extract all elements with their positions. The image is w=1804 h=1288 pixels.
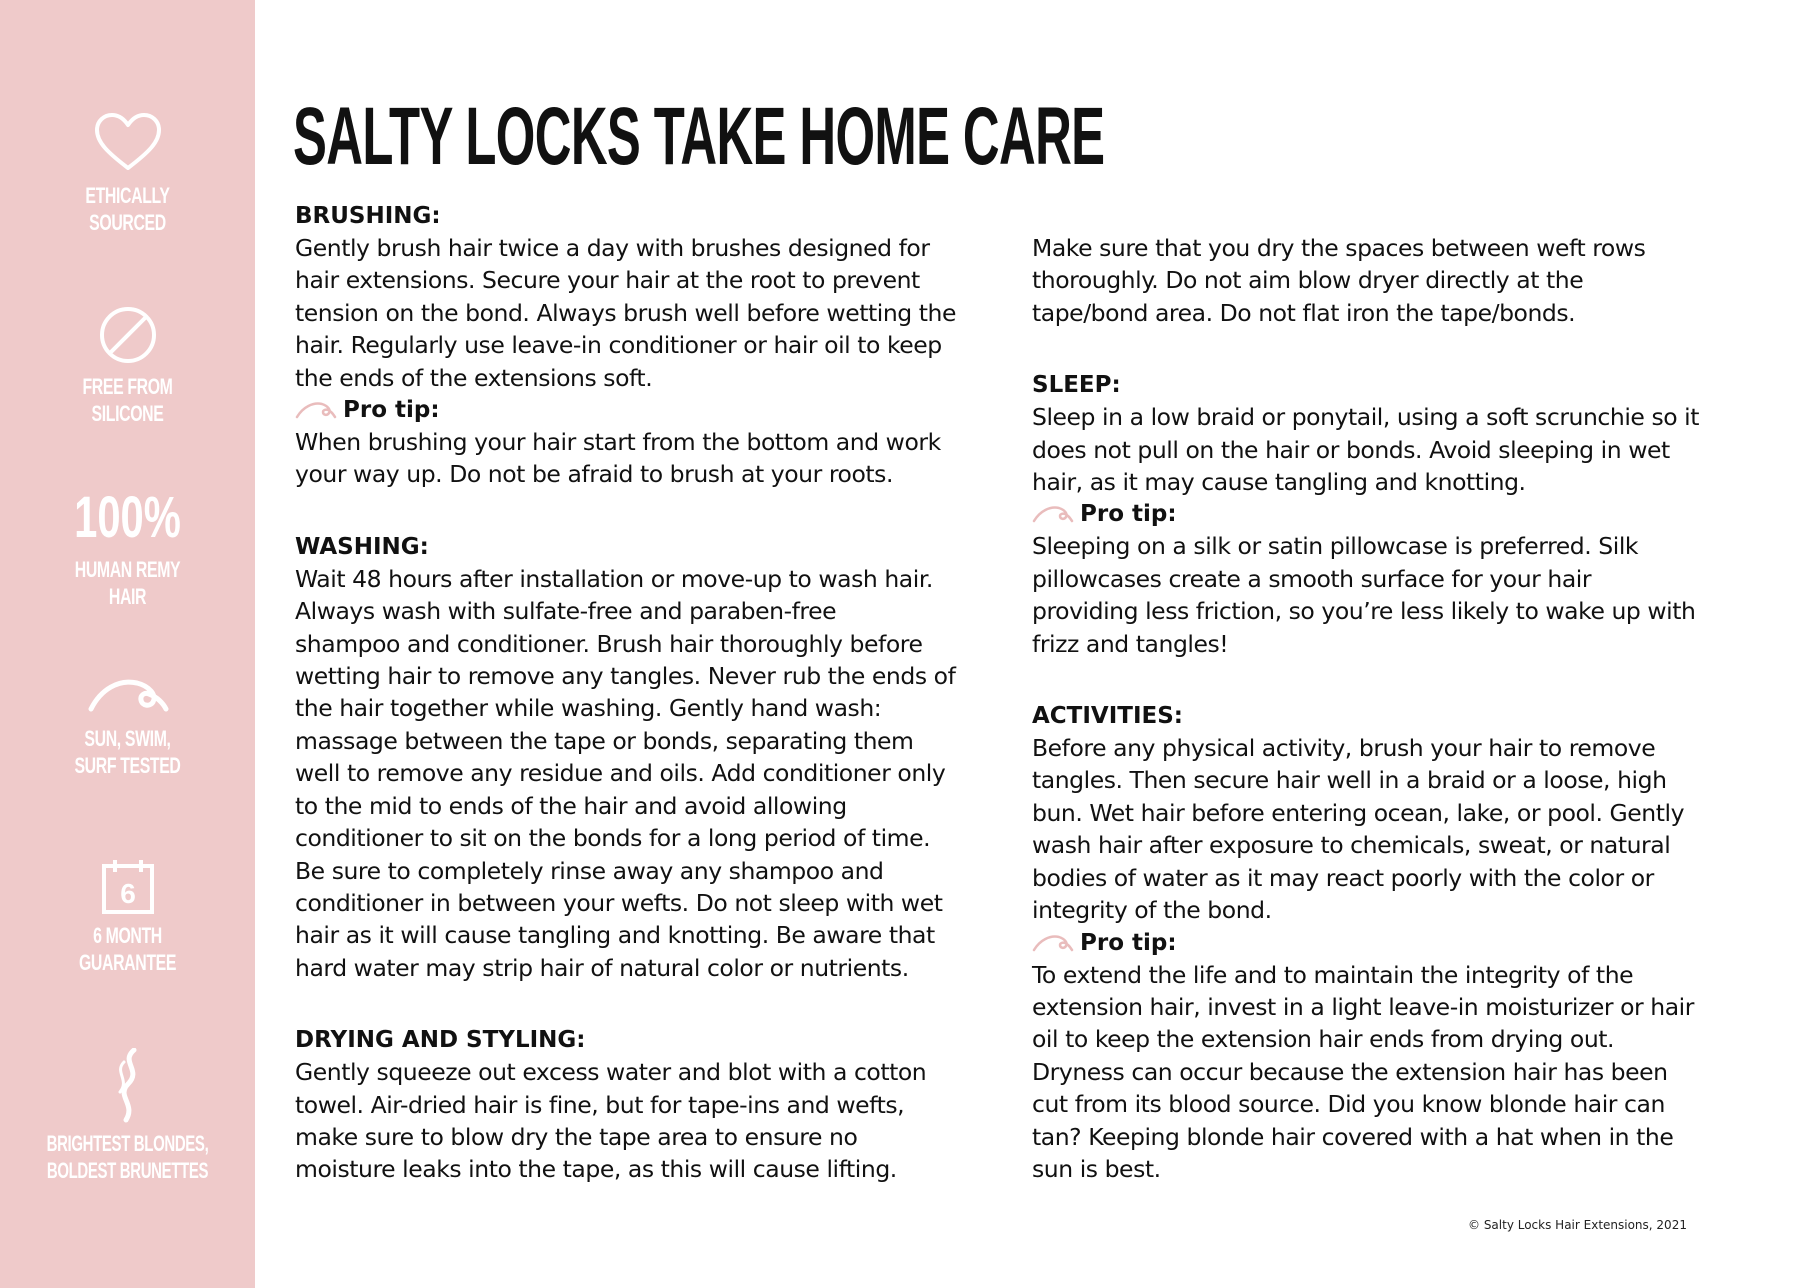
badge-6-month-guarantee bbox=[0, 858, 255, 976]
section-heading: SLEEP: bbox=[1032, 372, 1121, 399]
badge-label: SUN, SWIM, bbox=[84, 726, 171, 751]
text-line: Gently squeeze out excess water and blot with a cotton bbox=[295, 1058, 927, 1087]
section-sleep bbox=[1032, 369, 1732, 660]
pro-tip bbox=[295, 394, 995, 426]
text-line: sun is best. bbox=[1032, 1154, 1161, 1183]
calendar-icon bbox=[100, 858, 156, 916]
text-line: to the mid to ends of the hair and avoid allowing bbox=[295, 791, 847, 820]
section-drying-continued bbox=[1032, 232, 1732, 329]
section-brushing bbox=[295, 200, 995, 491]
text-line: thoroughly. Do not aim blow dryer directly at the bbox=[1032, 266, 1584, 295]
text-line: Before any physical activity, brush your hair to remove bbox=[1032, 734, 1656, 763]
badge-blondes-brunettes bbox=[0, 1048, 255, 1184]
badge-label: SURF TESTED bbox=[74, 753, 181, 778]
text-line: bun. Wet hair before entering ocean, lake, or pool. Gently bbox=[1032, 798, 1685, 827]
section-drying-and-styling bbox=[295, 1024, 995, 1186]
page-title: SALTY LOCKS TAKE HOME CARE bbox=[293, 91, 1105, 182]
text-line: massage between the tape or bonds, separating them bbox=[295, 726, 914, 755]
hair-strand-icon bbox=[106, 1048, 150, 1124]
badge-label: SILICONE bbox=[91, 401, 164, 426]
text-line: your way up. Do not be afraid to brush at your roots. bbox=[295, 460, 893, 489]
section-heading: DRYING AND STYLING: bbox=[295, 1027, 586, 1054]
section-heading: ACTIVITIES: bbox=[1032, 703, 1184, 730]
wave-icon bbox=[87, 675, 169, 715]
wave-icon bbox=[295, 399, 337, 421]
left-column bbox=[295, 200, 995, 1186]
text-line: Be sure to completely rinse away any shampoo and bbox=[295, 856, 884, 885]
section-activities bbox=[1032, 700, 1732, 1185]
text-line: the hair together while washing. Gently hand wash: bbox=[295, 694, 882, 723]
badge-label: BRIGHTEST BLONDES, bbox=[46, 1131, 209, 1156]
text-line: providing less friction, so you’re less likely to wake up with bbox=[1032, 597, 1696, 626]
text-line: the ends of the extensions soft. bbox=[295, 363, 653, 392]
text-line: wetting hair to remove any tangles. Never rub the ends of bbox=[295, 662, 956, 691]
text-line: conditioner in between your wefts. Do not sleep with wet bbox=[295, 888, 943, 917]
text-line: conditioner to sit on the bonds for a long period of time. bbox=[295, 824, 931, 853]
wave-icon bbox=[1032, 932, 1074, 954]
text-line: moisture leaks into the tape, as this will cause lifting. bbox=[295, 1155, 897, 1184]
no-sign-icon bbox=[98, 305, 158, 365]
heart-icon bbox=[93, 112, 163, 172]
text-line: Make sure that you dry the spaces between weft rows bbox=[1032, 234, 1646, 262]
badge-human-remy-hair bbox=[0, 485, 255, 610]
hundred-percent-text: 100% bbox=[74, 485, 181, 550]
wave-icon bbox=[1032, 503, 1074, 525]
text-line: well to remove any residue and oils. Add conditioner only bbox=[295, 759, 946, 788]
text-line: hair as it will cause tangling and knotting. Be aware that bbox=[295, 921, 935, 950]
text-line: wash hair after exposure to chemicals, sweat, or natural bbox=[1032, 831, 1671, 860]
badge-label: HAIR bbox=[108, 584, 147, 609]
pro-tip-label: Pro tip: bbox=[1080, 501, 1177, 528]
badge-free-from-silicone bbox=[0, 305, 255, 427]
badge-label: FREE FROM bbox=[82, 374, 173, 399]
badge-label: ETHICALLY bbox=[85, 183, 170, 208]
text-line: Wait 48 hours after installation or move-up to wash hair. bbox=[295, 564, 933, 593]
text-line: tension on the bond. Always brush well before wetting the bbox=[295, 298, 956, 327]
text-line: bodies of water as it may react poorly with the color or bbox=[1032, 863, 1654, 892]
text-line: hair extensions. Secure your hair at the root to prevent bbox=[295, 266, 920, 295]
text-line: pillowcases create a smooth surface for your hair bbox=[1032, 564, 1592, 593]
text-line: integrity of the bond. bbox=[1032, 896, 1272, 925]
badge-ethically-sourced bbox=[0, 112, 255, 236]
text-line: towel. Air-dried hair is fine, but for tape-ins and wefts, bbox=[295, 1090, 905, 1119]
text-line: oil to keep the extension hair ends from drying out. bbox=[1032, 1025, 1615, 1054]
text-line: When brushing your hair start from the bottom and work bbox=[295, 428, 941, 457]
text-line: hair. Regularly use leave-in conditioner or hair oil to keep bbox=[295, 331, 942, 360]
badge-label: SOURCED bbox=[89, 210, 166, 235]
text-line: frizz and tangles! bbox=[1032, 629, 1229, 658]
section-heading: BRUSHING: bbox=[295, 203, 441, 229]
copyright-notice: © Salty Locks Hair Extensions, 2021 bbox=[1468, 1218, 1687, 1232]
text-line: Sleeping on a silk or satin pillowcase is preferred. Silk bbox=[1032, 532, 1639, 561]
text-line: Always wash with sulfate-free and paraben-free bbox=[295, 597, 837, 626]
badge-sun-swim-surf bbox=[0, 675, 255, 779]
text-line: shampoo and conditioner. Brush hair thoroughly before bbox=[295, 629, 923, 658]
calendar-number: 6 bbox=[119, 878, 136, 909]
text-line: Sleep in a low braid or ponytail, using a soft scrunchie so it bbox=[1032, 403, 1700, 432]
pro-tip-label: Pro tip: bbox=[1080, 929, 1177, 956]
text-line: does not pull on the hair or bonds. Avoid sleeping in wet bbox=[1032, 435, 1670, 464]
badge-label: HUMAN REMY bbox=[74, 557, 181, 582]
text-line: hard water may strip hair of natural color or nutrients. bbox=[295, 953, 909, 982]
text-line: extension hair, invest in a light leave-in moisturizer or hair bbox=[1032, 992, 1694, 1021]
right-column bbox=[1032, 232, 1732, 1185]
text-line: Dryness can occur because the extension hair has been bbox=[1032, 1057, 1668, 1086]
pro-tip-label: Pro tip: bbox=[343, 397, 440, 424]
section-washing bbox=[295, 531, 995, 984]
text-line: tape/bond area. Do not flat iron the tape/bonds. bbox=[1032, 298, 1576, 327]
text-line: tangles. Then secure hair well in a braid or a loose, high bbox=[1032, 766, 1667, 795]
text-line: Gently brush hair twice a day with brushes designed for bbox=[295, 234, 930, 262]
badge-label: 6 MONTH bbox=[93, 923, 162, 948]
text-line: To extend the life and to maintain the integrity of the bbox=[1032, 960, 1634, 989]
badge-label: GUARANTEE bbox=[78, 950, 177, 975]
text-line: tan? Keeping blonde hair covered with a hat when in the bbox=[1032, 1122, 1674, 1151]
sidebar bbox=[0, 0, 255, 1288]
text-line: make sure to blow dry the tape area to ensure no bbox=[295, 1122, 858, 1151]
text-line: cut from its blood source. Did you know blonde hair can bbox=[1032, 1090, 1665, 1119]
badge-label: BOLDEST BRUNETTES bbox=[46, 1158, 209, 1183]
pro-tip bbox=[1032, 498, 1732, 530]
text-line: hair, as it may cause tangling and knotting. bbox=[1032, 468, 1526, 497]
pro-tip bbox=[1032, 927, 1732, 959]
section-heading: WASHING: bbox=[295, 533, 429, 560]
